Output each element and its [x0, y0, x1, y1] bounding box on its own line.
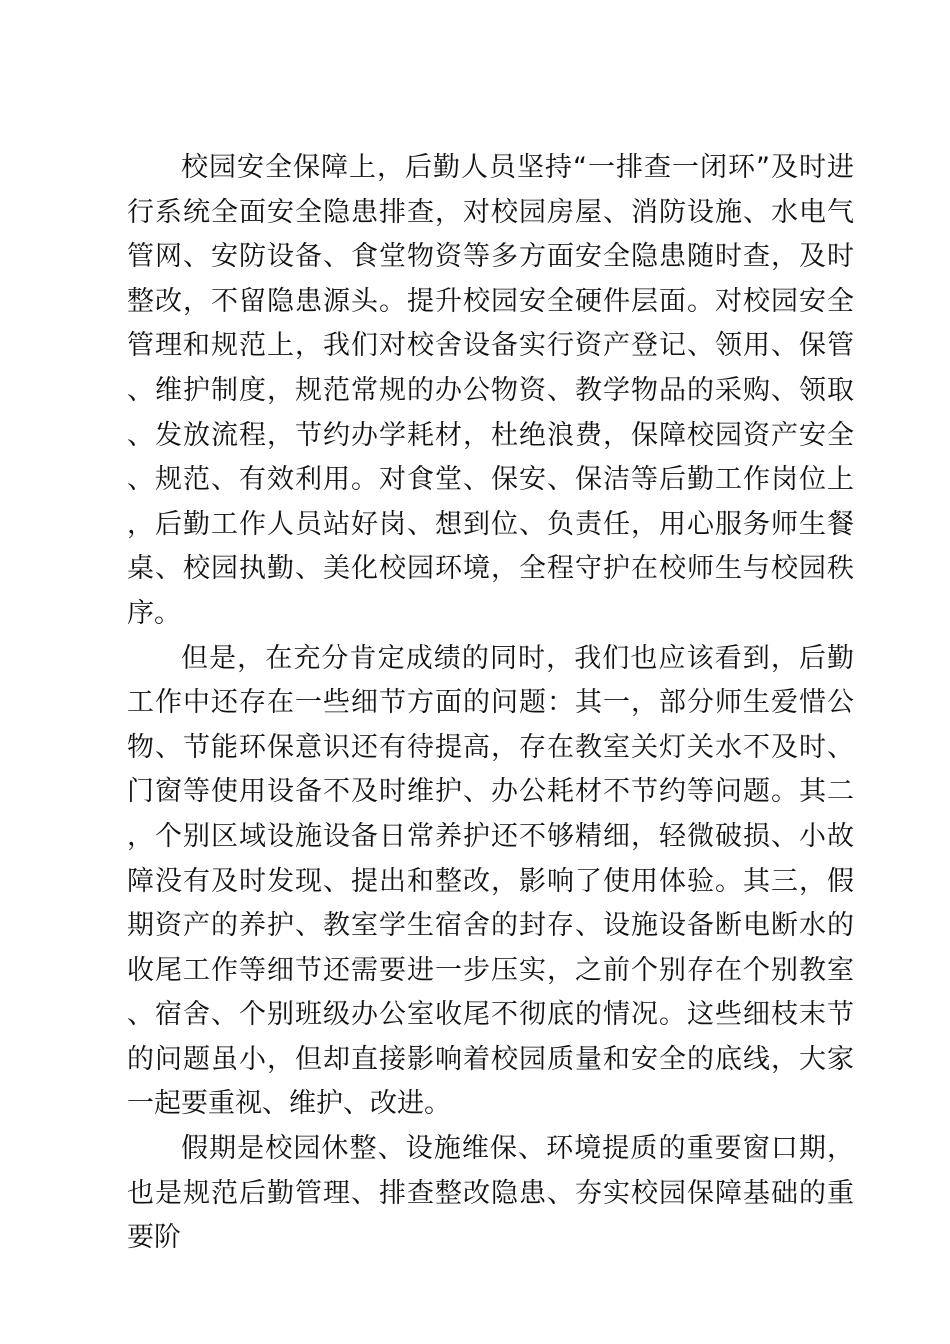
- paragraph-existing-problems: 但是，在充分肯定成绩的同时，我们也应该看到，后勤工作中还存在一些细节方面的问题：其一，部分师生爱惜公物、节能环保意识还有待提高，存在教室关灯关水不及时、门窗等使用设备不及时维护、办公耗材不节约等问题。其二，个别区域设施设备日常养护还不够精细，轻微破损、小故障没有及时发现、提出和整改，影响了使用体验。其三，假期资产的养护、教室学生宿舍的封存、设施设备断电断水的收尾工作等细节还需要进一步压实，之前个别存在个别教室、宿舍、个别班级办公室收尾不彻底的情况。这些细枝末节的问题虽小，但却直接影响着校园质量和安全的底线，大家一起要重视、维护、改进。: [127, 642, 854, 1120]
- document-body: [127, 146, 854, 1261]
- paragraph-holiday-window: 假期是校园休整、设施维保、环境提质的重要窗口期，也是规范后勤管理、排查整改隐患、夯实校园保障基础的重要阶: [127, 1133, 854, 1254]
- paragraph-campus-safety: 校园安全保障上，后勤人员坚持“一排查一闭环”及时进行系统全面安全隐患排查，对校园房屋、消防设施、水电气管网、安防设备、食堂物资等多方面安全隐患随时查，及时整改，不留隐患源头。提升校园安全硬件层面。对校园安全管理和规范上，我们对校舍设备实行资产登记、领用、保管、维护制度，规范常规的办公物资、教学物品的采购、领取、发放流程，节约办学耗材，杜绝浪费，保障校园资产安全、规范、有效利用。对食堂、保安、保洁等后勤工作岗位上，后勤工作人员站好岗、想到位、负责任，用心服务师生餐桌、校园执勤、美化校园环境，全程守护在校师生与校园秩序。: [127, 152, 854, 629]
